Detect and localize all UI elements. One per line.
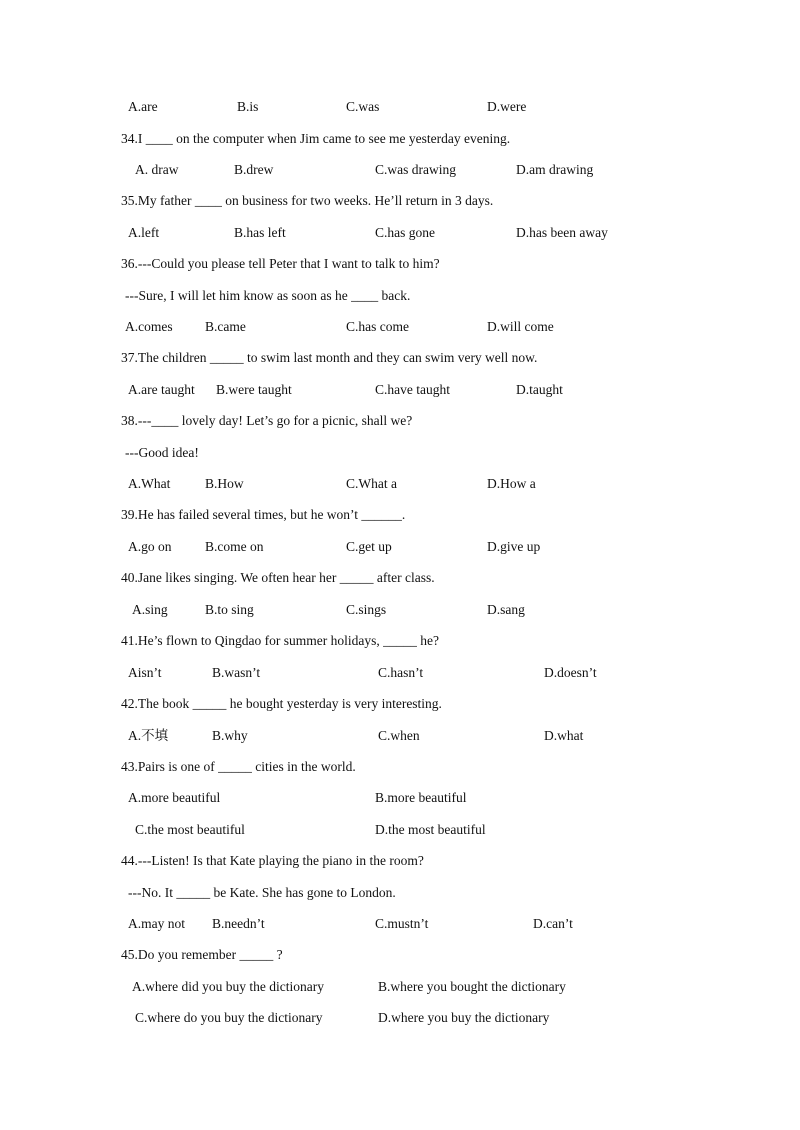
option-c: C.was drawing	[375, 162, 456, 177]
option-d: D.the most beautiful	[375, 822, 486, 837]
option-c: C.get up	[346, 539, 392, 554]
question-text: ---Sure, I will let him know as soon as he ____ back.	[125, 288, 411, 303]
option-b: B.where you bought the dictionary	[378, 979, 566, 994]
option-b: B.were taught	[216, 382, 292, 397]
question-text: 35.My father ____ on business for two weeks. He’ll return in 3 days.	[121, 193, 494, 208]
question-text: 34.I ____ on the computer when Jim came to see me yesterday evening.	[121, 131, 511, 146]
question-text: 41.He’s flown to Qingdao for summer holidays, _____ he?	[121, 633, 439, 648]
option-a: A.more beautiful	[128, 790, 221, 805]
option-b: B.has left	[234, 225, 286, 240]
option-d: D.doesn’t	[544, 665, 597, 680]
question-text: 36.---Could you please tell Peter that I want to talk to him?	[121, 256, 440, 271]
question-text: 45.Do you remember _____ ?	[121, 947, 283, 962]
option-d: D.has been away	[516, 225, 608, 240]
option-b: B.drew	[234, 162, 274, 177]
option-d: D.How a	[487, 476, 536, 491]
option-b: B.came	[205, 319, 246, 334]
option-a: Aisn’t	[128, 665, 162, 680]
option-c: C.have taught	[375, 382, 450, 397]
option-c: C.has gone	[375, 225, 435, 240]
option-d: D.can’t	[533, 916, 573, 931]
option-c: C.has come	[346, 319, 409, 334]
option-a: A.where did you buy the dictionary	[132, 979, 324, 994]
option-a: A.sing	[132, 602, 168, 617]
option-a: A. draw	[135, 162, 179, 177]
option-c: C.where do you buy the dictionary	[135, 1010, 323, 1025]
question-text: 42.The book _____ he bought yesterday is very interesting.	[121, 696, 442, 711]
option-a: A.are	[128, 99, 158, 114]
option-a: A.are taught	[128, 382, 195, 397]
option-a: A.comes	[125, 319, 173, 334]
option-d: D.am drawing	[516, 162, 594, 177]
option-b: B.why	[212, 728, 248, 743]
option-c: C.the most beautiful	[135, 822, 245, 837]
option-b: B.to sing	[205, 602, 254, 617]
question-text: 37.The children _____ to swim last month and they can swim very well now.	[121, 350, 538, 365]
option-c: C.hasn’t	[378, 665, 424, 680]
option-b: B.How	[205, 476, 244, 491]
option-c: C.mustn’t	[375, 916, 429, 931]
option-b: B.is	[237, 99, 259, 114]
option-d: D.what	[544, 728, 584, 743]
option-a: A.may not	[128, 916, 185, 931]
question-text: 43.Pairs is one of _____ cities in the world.	[121, 759, 356, 774]
option-a: A.不填	[128, 728, 169, 743]
option-a: A.left	[128, 225, 160, 240]
option-c: C.was	[346, 99, 380, 114]
question-text: 39.He has failed several times, but he won’t ______.	[121, 507, 406, 522]
option-d: D.were	[487, 99, 527, 114]
option-b: B.needn’t	[212, 916, 265, 931]
option-a: A.go on	[128, 539, 172, 554]
option-d: D.give up	[487, 539, 541, 554]
question-text: 38.---____ lovely day! Let’s go for a picnic, shall we?	[121, 413, 413, 428]
option-d: D.taught	[516, 382, 563, 397]
option-b: B.come on	[205, 539, 264, 554]
question-text: ---Good idea!	[125, 445, 199, 460]
question-text: 40.Jane likes singing. We often hear her _____ after class.	[121, 570, 435, 585]
option-a: A.What	[128, 476, 171, 491]
option-b: B.more beautiful	[375, 790, 467, 805]
option-c: C.sings	[346, 602, 387, 617]
option-c: C.when	[378, 728, 420, 743]
option-d: D.where you buy the dictionary	[378, 1010, 550, 1025]
question-text: ---No. It _____ be Kate. She has gone to London.	[128, 885, 396, 900]
option-b: B.wasn’t	[212, 665, 261, 680]
option-d: D.will come	[487, 319, 554, 334]
option-d: D.sang	[487, 602, 525, 617]
option-c: C.What a	[346, 476, 397, 491]
question-text: 44.---Listen! Is that Kate playing the piano in the room?	[121, 853, 424, 868]
